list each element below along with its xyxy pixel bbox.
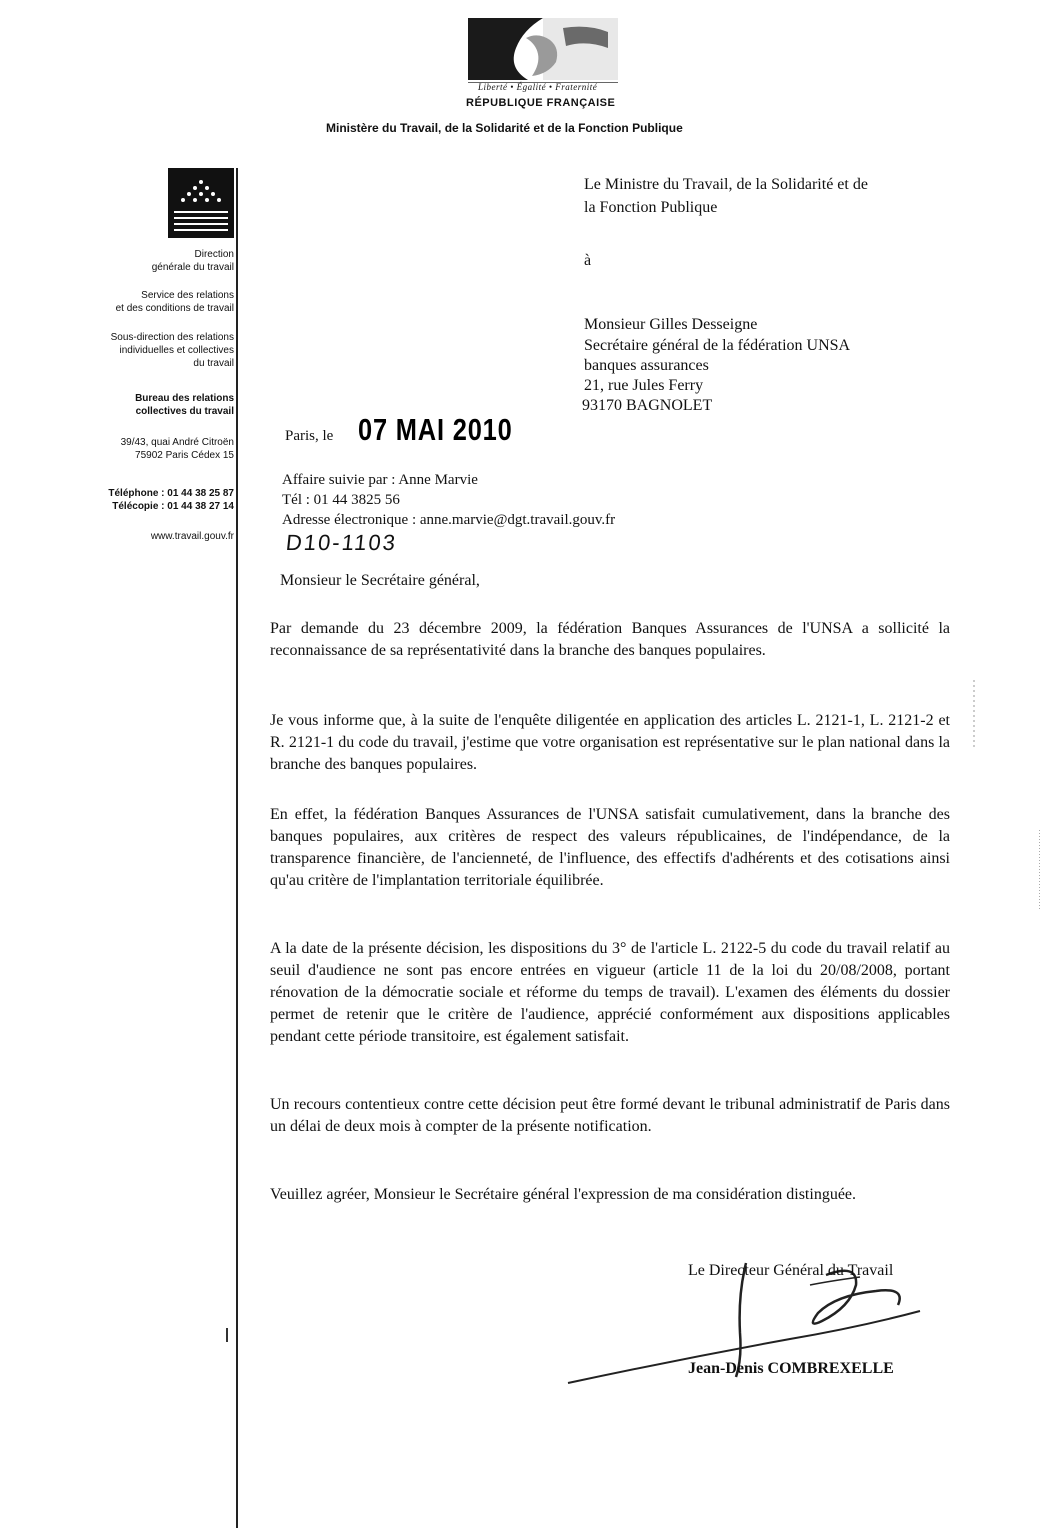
sidebar-line: www.travail.gouv.fr xyxy=(150,531,234,542)
signatory-name: Jean-Denis COMBREXELLE xyxy=(688,1360,894,1377)
paragraph-3: En effet, la fédération Banques Assurances de l'UNSA satisfait cumulativement, dans la branche des banques populaires, aux critères de respect des valeurs républicaines, de l'indépendance, de la transparence financière, de l'ancienneté, de l'influence, des effectifs d'adhérents et des cotisations ainsi qu'au critère de l'implantation territoriale équilibrée. xyxy=(270,806,950,889)
ministry-name: Ministère du Travail, de la Solidarité et de la Fonction Publique xyxy=(326,121,683,135)
marianne-logo-icon xyxy=(468,18,618,88)
contact-line-2: Tél : 01 44 3825 56 xyxy=(282,492,400,508)
sender-line-2: la Fonction Publique xyxy=(584,199,718,216)
sidebar-line: générale du travail xyxy=(151,262,234,273)
paragraph-6: Veuillez agréer, Monsieur le Secrétaire général l'expression de ma considération distinguée. xyxy=(270,1186,857,1203)
contact-line-3: Adresse électronique : anne.marvie@dgt.travail.gouv.fr xyxy=(282,512,616,528)
paragraph-1: Par demande du 23 décembre 2009, la fédération Banques Assurances de l'UNSA a sollicité la reconnaissance de sa représentativité dans la branche des banques populaires. xyxy=(270,620,950,659)
scan-edge-icon xyxy=(1038,830,1041,910)
address-line-1: Monsieur Gilles Desseigne xyxy=(584,316,758,333)
contact-line-1: Affaire suivie par : Anne Marvie xyxy=(282,472,478,488)
sidebar-line: Télécopie : 01 44 38 27 14 xyxy=(112,501,234,512)
paragraph-2: Je vous informe que, à la suite de l'enquête diligentée en application des articles L. 2121-1, L. 2121-2 et R. 2121-1 du code du travail, j'estime que votre organisation est représentative sur le plan national dans la branche des banques populaires. xyxy=(270,712,950,773)
sidebar-line: collectives du travail xyxy=(135,406,234,417)
sidebar-line: et des conditions de travail xyxy=(115,303,234,314)
address-line-4: 21, rue Jules Ferry xyxy=(584,377,704,394)
signatory-title: Le Directeur Général du Travail xyxy=(688,1262,894,1279)
dgt-logo-icon xyxy=(168,168,234,238)
sidebar-line: du travail xyxy=(193,358,234,369)
scan-mark xyxy=(226,1328,228,1342)
sender-line-1: Le Ministre du Travail, de la Solidarité et de xyxy=(584,176,868,193)
sidebar-line: Service des relations xyxy=(141,290,234,301)
sidebar-line: Bureau des relations xyxy=(135,393,234,404)
republic-motto: Liberté • Égalité • Fraternité xyxy=(478,82,598,92)
address-line-2: Secrétaire général de la fédération UNSA xyxy=(584,337,851,354)
address-line-5: 93170 BAGNOLET xyxy=(582,397,713,414)
sidebar-line: individuelles et collectives xyxy=(119,345,234,356)
paragraph-4: A la date de la présente décision, les dispositions du 3° de l'article L. 2122-5 du code du travail relatif au seuil d'audience ne sont pas encore entrées en vigueur (article 11 de la loi du 20/08/2008, portant rénovation de la démocratie sociale et réforme du temps de travail). L'examen des éléments du dossier permet de retenir que le critère de l'audience, apprécié conformément aux dispositions applicables pendant cette période transitoire, est également satisfait. xyxy=(270,940,950,1045)
date-stamp: 07 MAI 2010 xyxy=(358,412,513,447)
sidebar-line: 75902 Paris Cédex 15 xyxy=(135,450,234,461)
sidebar-line: 39/43, quai André Citroën xyxy=(120,437,234,448)
address-line-3: banques assurances xyxy=(584,357,709,374)
scan-speckle-icon xyxy=(972,680,976,750)
date-place: Paris, le xyxy=(285,428,334,444)
sidebar-line: Direction xyxy=(194,249,234,260)
handwritten-reference: D10-1103 xyxy=(284,530,399,555)
sidebar-line: Téléphone : 01 44 38 25 87 xyxy=(108,488,234,499)
recipient-to: à xyxy=(584,252,592,269)
salutation: Monsieur le Secrétaire général, xyxy=(280,572,480,589)
sidebar-line: Sous-direction des relations xyxy=(110,332,234,343)
paragraph-5: Un recours contentieux contre cette décision peut être formé devant le tribunal administratif de Paris dans un délai de deux mois à compter de la présente notification. xyxy=(270,1096,950,1135)
republic-name: RÉPUBLIQUE FRANÇAISE xyxy=(466,97,616,109)
sidebar-divider xyxy=(236,168,238,1528)
